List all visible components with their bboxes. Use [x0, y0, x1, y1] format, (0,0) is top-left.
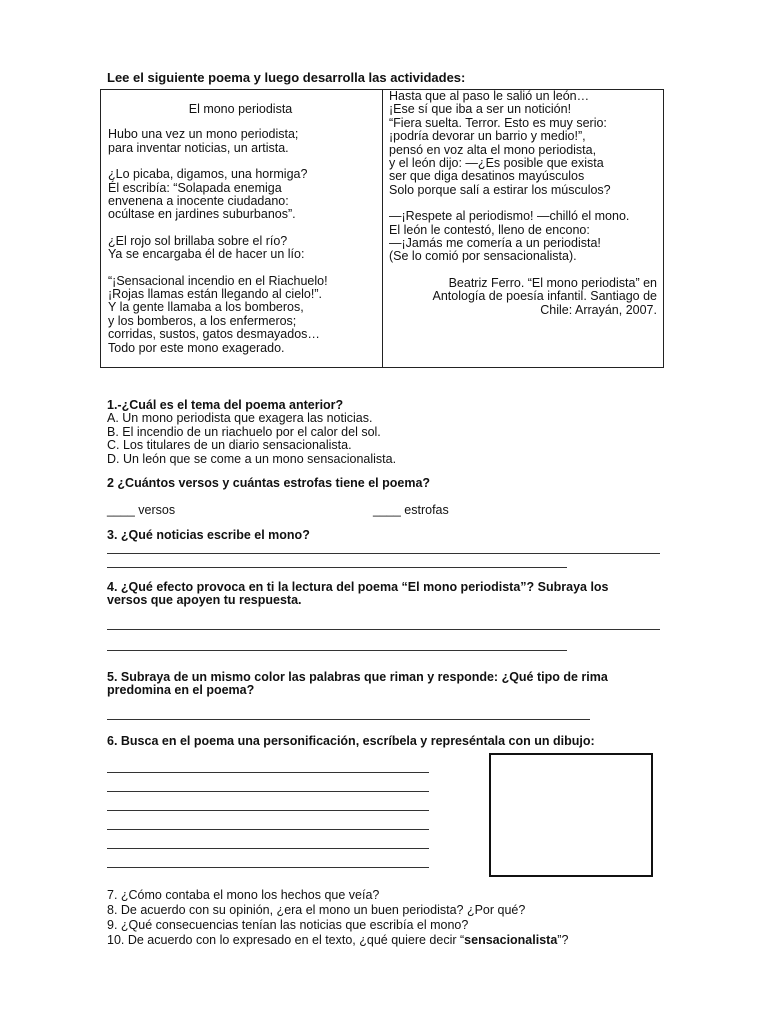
question-1-option: C. Los titulares de un diario sensacionalista. [107, 438, 352, 453]
answer-line[interactable] [107, 629, 660, 630]
estrofas-blank[interactable]: ____ estrofas [373, 503, 449, 517]
poem-verse: ocúltase en jardines suburbanos”. [108, 207, 296, 222]
poem-verse: ¿Lo picaba, digamos, una hormiga? [108, 167, 308, 182]
question-1-option: A. Un mono periodista que exagera las noticias. [107, 411, 373, 426]
poem-divider [382, 89, 383, 368]
question-5-line: 5. Subraya de un mismo color las palabras que riman y responde: ¿Qué tipo de rima [107, 670, 608, 684]
question-9-text: 9. ¿Qué consecuencias tenían las noticias que escribía el mono? [107, 918, 469, 932]
poem-verse: Hasta que al paso le salió un león… [389, 89, 590, 103]
poem-right-lines [389, 90, 659, 264]
poem-verse: ¡Ese sí que iba a ser un notición! [389, 102, 572, 117]
question-4-text [107, 581, 609, 608]
question-2-text: 2 ¿Cuántos versos y cuántas estrofas tiene el poema? [107, 476, 431, 490]
answer-line[interactable] [107, 553, 660, 554]
versos-blank[interactable]: ____ versos [107, 503, 176, 517]
answer-line[interactable] [107, 867, 429, 868]
question-1 [107, 399, 396, 466]
poem-verse: “Fiera suelta. Terror. Esto es muy serio: [389, 115, 607, 130]
question-5-text [107, 671, 608, 698]
question-1-option: B. El incendio de un riachuelo por el calor del sol. [107, 424, 381, 439]
answer-line[interactable] [107, 848, 429, 849]
instruction: Lee el siguiente poema y luego desarrolla las actividades: [107, 70, 466, 85]
poem-verse: Y la gente llamaba a los bomberos, [108, 300, 304, 315]
poem-verse: Ya se encargaba él de hacer un lío: [108, 247, 305, 262]
answer-line[interactable] [107, 829, 429, 830]
stanza-gap [108, 222, 378, 235]
answer-line[interactable] [107, 567, 567, 568]
poem-verse: y el león dijo: —¿Es posible que exista [389, 156, 604, 171]
poem-citation [389, 277, 657, 317]
poem-verse: ¿El rojo sol brillaba sobre el río? [108, 233, 288, 248]
citation-line: Chile: Arrayán, 2007. [540, 302, 657, 317]
answer-line[interactable] [107, 719, 590, 720]
question-4-line: versos que apoyen tu respuesta. [107, 593, 302, 608]
poem-verse: (Se lo comió por sensacionalista). [389, 249, 577, 264]
poem-verse: —¡Respete al periodismo! —chilló el mono. [389, 209, 630, 224]
poem-verse: y los bomberos, a los enfermeros; [108, 313, 297, 328]
question-6-text: 6. Busca en el poema una personificación, escríbela y represéntala con un dibujo: [107, 734, 595, 748]
poem-verse: ¡Rojas llamas están llegando al cielo!”. [108, 287, 322, 302]
poem-verse: para inventar noticias, un artista. [108, 140, 289, 155]
question-10-text: 10. De acuerdo con lo expresado en el texto, ¿qué quiere decir “sensacionalista”? [107, 933, 569, 947]
stanza-gap [108, 262, 378, 275]
question-1-option: D. Un león que se come a un mono sensacionalista. [107, 451, 397, 466]
questions-7-10 [107, 888, 568, 948]
poem-verse: Él escribía: “Solapada enemiga [108, 180, 282, 195]
poem-title: El mono periodista [188, 102, 293, 116]
question-5-line: predomina en el poema? [107, 683, 255, 698]
poem-verse: Solo porque salí a estirar los músculos? [389, 182, 611, 197]
poem-verse: El león le contestó, lleno de encono: [389, 222, 590, 237]
poem-verse: corridas, sustos, gatos desmayados… [108, 327, 320, 342]
citation-line: Antología de poesía infantil. Santiago de [432, 289, 657, 304]
poem-verse: ¡podría devorar un barrio y medio!”, [389, 129, 586, 144]
question-7-text: 7. ¿Cómo contaba el mono los hechos que veía? [107, 888, 380, 902]
poem-verse: Hubo una vez un mono periodista; [108, 127, 299, 142]
poem-left-column [108, 103, 378, 355]
answer-line[interactable] [107, 791, 429, 792]
question-10-term: sensacionalista [464, 933, 558, 947]
question-3-text: 3. ¿Qué noticias escribe el mono? [107, 528, 310, 542]
question-8-text: 8. De acuerdo con su opinión, ¿era el mono un buen periodista? ¿Por qué? [107, 903, 526, 917]
answer-line[interactable] [107, 772, 429, 773]
citation-line: Beatriz Ferro. “El mono periodista” en [448, 275, 657, 290]
question-1-text: 1.-¿Cuál es el tema del poema anterior? [107, 398, 344, 412]
poem-verse: envenena a inocente ciudadano: [108, 194, 289, 209]
answer-line[interactable] [107, 810, 429, 811]
answer-line[interactable] [107, 650, 567, 651]
question-4-line: 4. ¿Qué efecto provoca en ti la lectura del poema “El mono periodista”? Subraya los [107, 580, 609, 594]
poem-right-column [389, 90, 659, 317]
poem-verse: “¡Sensacional incendio en el Riachuelo! [108, 273, 328, 288]
poem-verse: —¡Jamás me comería a un periodista! [389, 236, 601, 251]
drawing-box[interactable] [489, 753, 653, 877]
poem-verse: Todo por este mono exagerado. [108, 340, 285, 355]
poem-verse: pensó en voz alta el mono periodista, [389, 142, 597, 157]
poem-verse: ser que diga desatinos mayúsculos [389, 169, 585, 184]
poem-left-lines [108, 128, 378, 355]
